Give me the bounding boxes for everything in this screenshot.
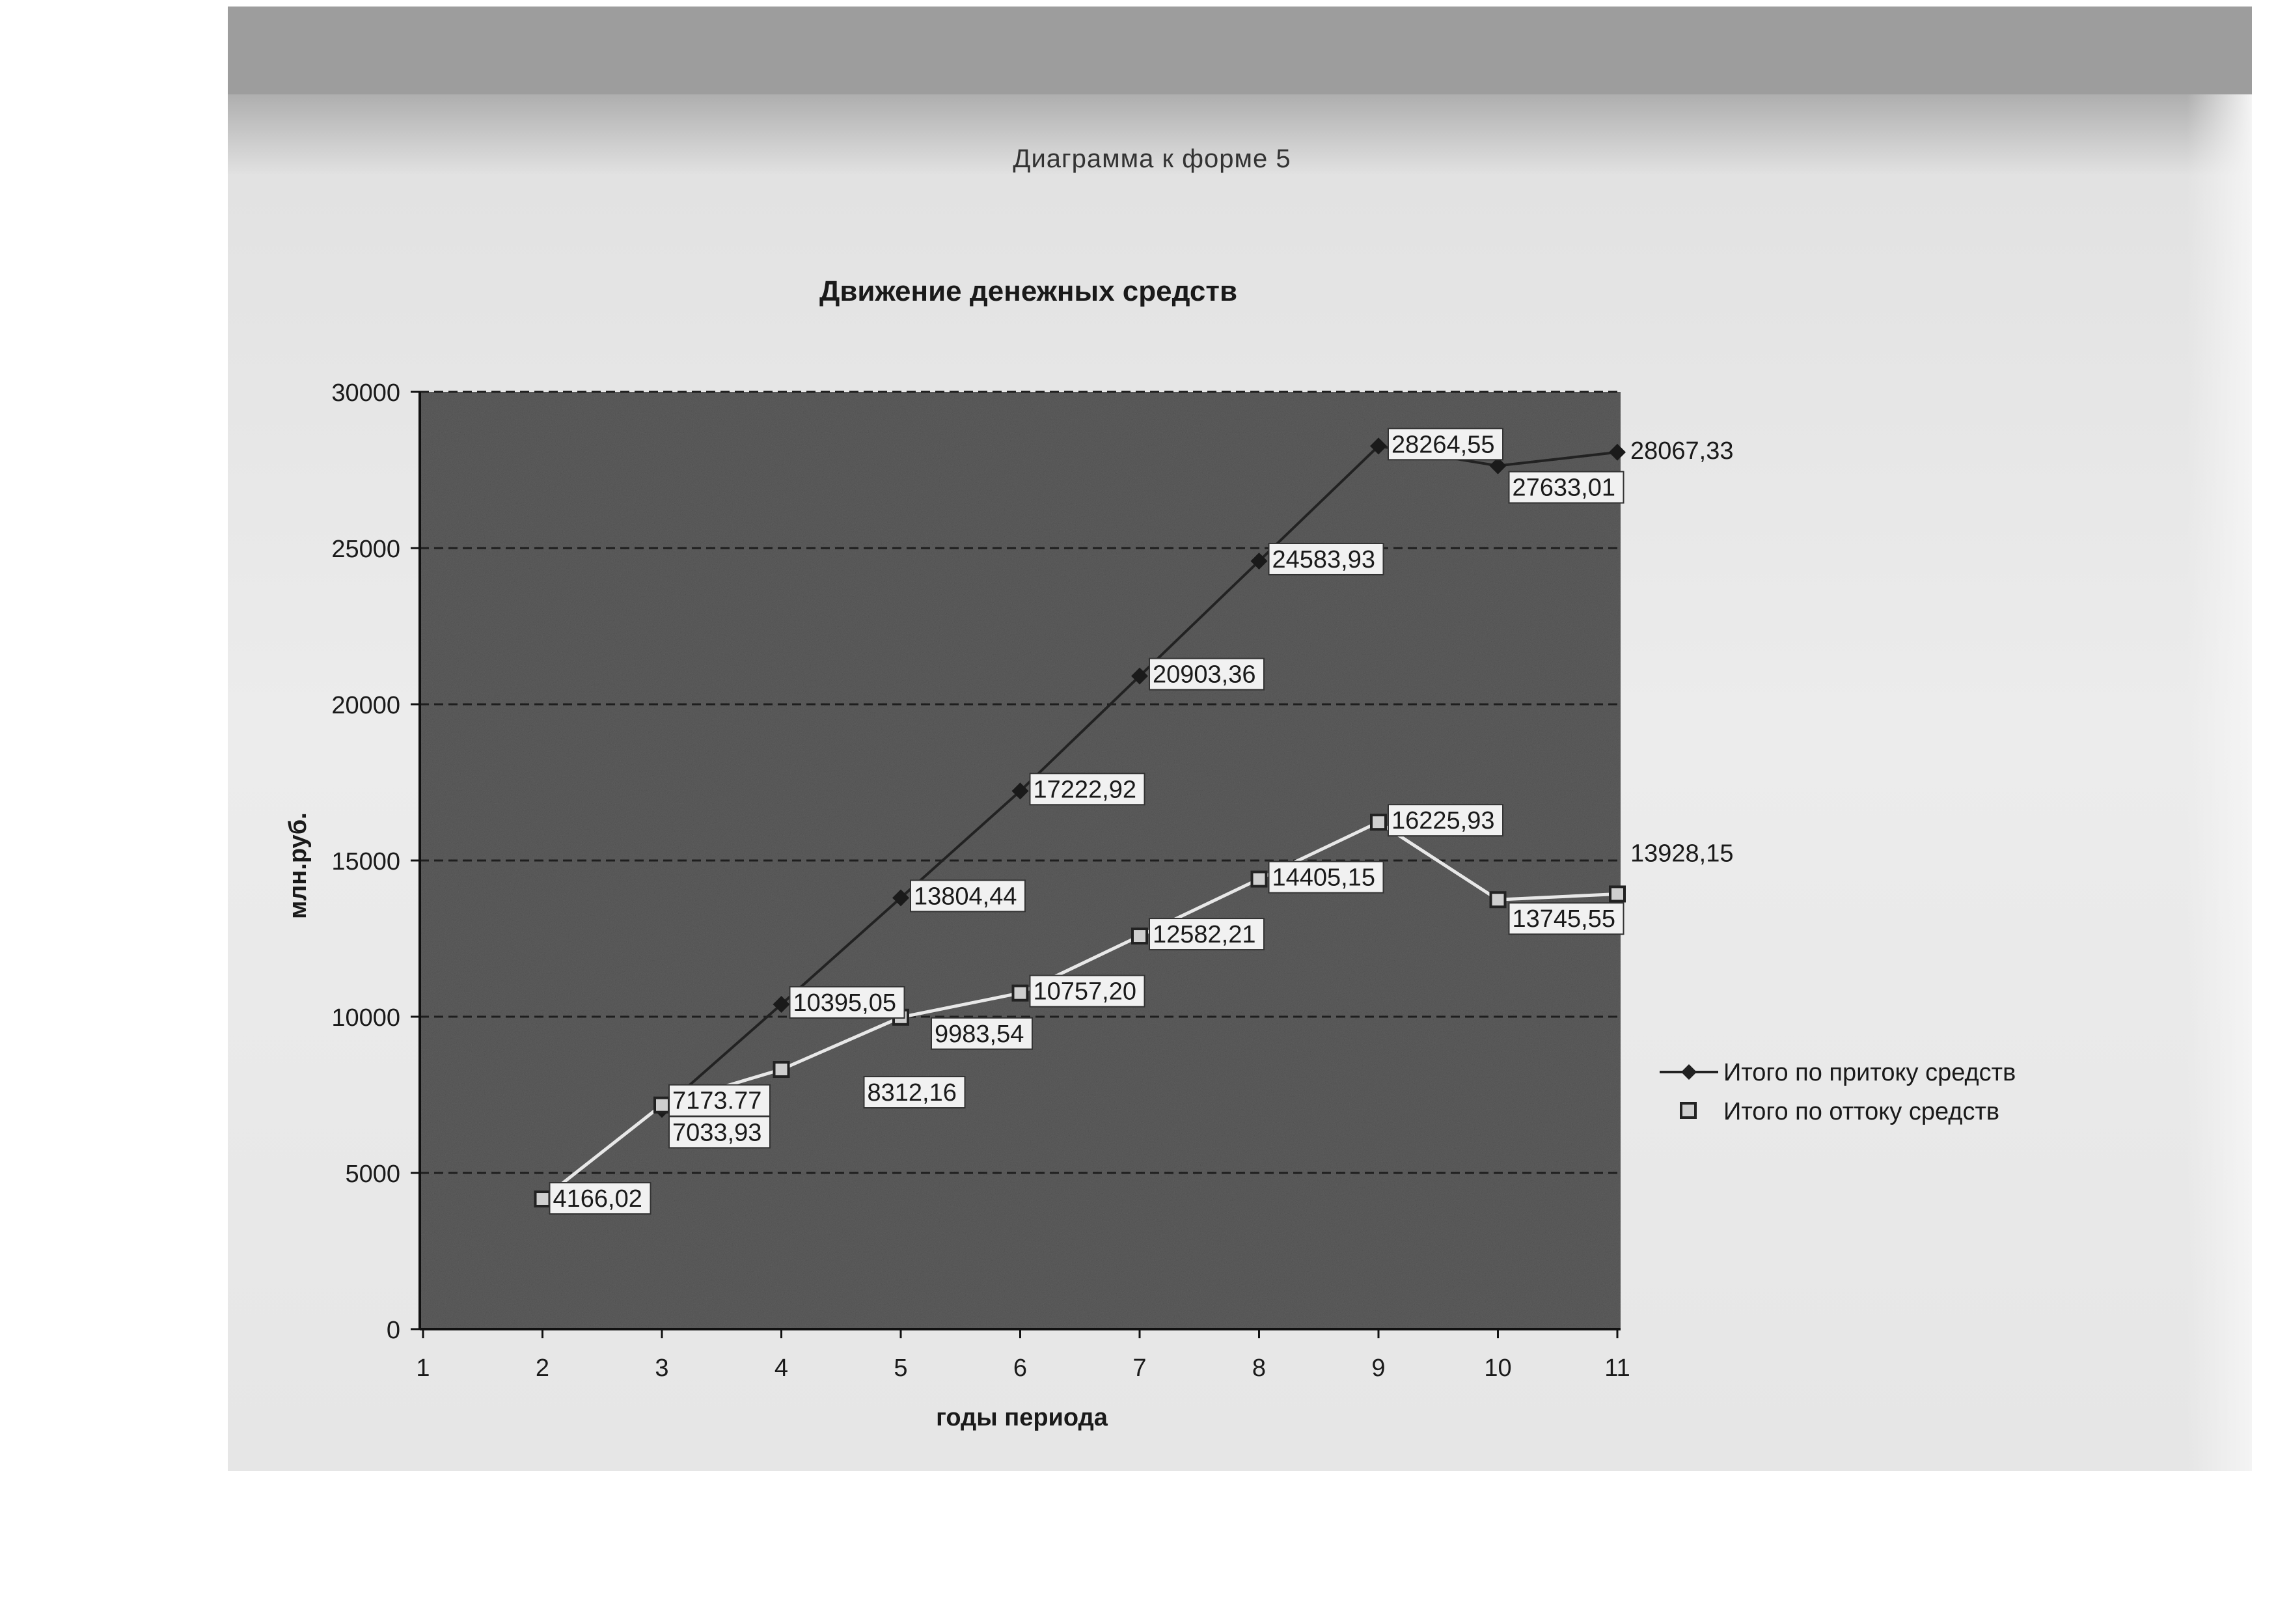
data-label-text: 12582,21 bbox=[1153, 921, 1256, 949]
x-tick-label: 2 bbox=[535, 1355, 550, 1382]
x-tick-label: 4 bbox=[774, 1355, 789, 1382]
data-label bbox=[1630, 437, 1734, 465]
data-label bbox=[1269, 862, 1384, 893]
x-tick-label: 1 bbox=[416, 1355, 430, 1382]
outflow-point bbox=[1491, 892, 1505, 907]
outflow-point bbox=[1610, 887, 1624, 901]
y-tick-label: 15000 bbox=[331, 848, 400, 875]
data-label bbox=[1509, 903, 1624, 934]
outflow-point bbox=[536, 1192, 550, 1206]
legend-item-inflow bbox=[1660, 1059, 2016, 1086]
data-label-text: 7033,93 bbox=[672, 1119, 762, 1147]
x-tick-label: 9 bbox=[1371, 1355, 1386, 1382]
y-tick-label: 30000 bbox=[331, 379, 400, 407]
data-label-text: 14405,15 bbox=[1272, 864, 1375, 892]
data-label bbox=[1269, 544, 1384, 575]
data-label-text: 10757,20 bbox=[1033, 978, 1136, 1006]
data-label-text: 10395,05 bbox=[793, 989, 896, 1017]
data-label-text: 13804,44 bbox=[914, 883, 1017, 911]
data-label bbox=[1630, 840, 1734, 867]
data-label-text: 8312,16 bbox=[867, 1079, 957, 1107]
form-caption: Диаграмма к форме 5 bbox=[1013, 145, 1291, 173]
y-tick-label: 5000 bbox=[345, 1161, 400, 1188]
x-tick-label: 10 bbox=[1484, 1355, 1512, 1382]
legend-label-inflow: Итого по притоку средств bbox=[1723, 1059, 2016, 1086]
y-tick-label: 25000 bbox=[331, 536, 400, 563]
data-label-text: 28067,33 bbox=[1630, 437, 1734, 465]
outflow-point bbox=[1371, 815, 1386, 829]
data-label-text: 4166,02 bbox=[553, 1185, 642, 1213]
y-axis-title: млн.руб. bbox=[284, 812, 312, 919]
outflow-point bbox=[774, 1062, 789, 1077]
data-label-text: 13928,15 bbox=[1630, 840, 1734, 868]
data-label bbox=[1149, 659, 1264, 690]
outflow-point bbox=[1132, 929, 1147, 943]
x-tick-label: 5 bbox=[894, 1355, 908, 1382]
y-tick-label: 0 bbox=[386, 1317, 400, 1344]
data-label bbox=[1030, 976, 1145, 1007]
x-tick-label: 8 bbox=[1252, 1355, 1267, 1382]
chart-title: Движение денежных средств bbox=[819, 275, 1237, 307]
y-tick-labels bbox=[331, 379, 400, 1344]
x-tick-label: 3 bbox=[655, 1355, 669, 1382]
outflow-point bbox=[655, 1098, 669, 1112]
data-label-text: 7173.77 bbox=[672, 1087, 762, 1115]
data-label-text: 17222,92 bbox=[1033, 776, 1136, 804]
legend-item-outflow bbox=[1681, 1098, 1999, 1125]
x-tick-labels bbox=[416, 1355, 1630, 1382]
y-tick-label: 10000 bbox=[331, 1004, 400, 1032]
data-label bbox=[911, 880, 1025, 911]
data-label bbox=[669, 1116, 770, 1148]
data-label-text: 9983,54 bbox=[935, 1020, 1024, 1048]
data-label bbox=[1030, 773, 1145, 805]
data-label bbox=[669, 1085, 770, 1116]
legend bbox=[1660, 1059, 2016, 1125]
x-tick-label: 11 bbox=[1604, 1355, 1630, 1382]
legend-label-outflow: Итого по оттоку средств bbox=[1723, 1098, 2000, 1125]
legend-marker-square bbox=[1681, 1103, 1695, 1118]
outflow-point bbox=[1252, 872, 1267, 887]
data-label bbox=[864, 1077, 965, 1108]
data-label-text: 28264,55 bbox=[1391, 431, 1495, 459]
data-label bbox=[790, 987, 905, 1018]
data-label-text: 13745,55 bbox=[1512, 905, 1615, 933]
data-label-text: 16225,93 bbox=[1391, 807, 1495, 835]
data-label bbox=[550, 1183, 651, 1214]
x-axis-title: годы периода bbox=[936, 1404, 1108, 1431]
legend-marker-diamond bbox=[1681, 1064, 1697, 1080]
outflow-point bbox=[1013, 986, 1028, 1000]
data-label bbox=[1149, 918, 1264, 950]
data-label-text: 27633,01 bbox=[1512, 474, 1615, 502]
data-label-text: 20903,36 bbox=[1153, 661, 1256, 689]
data-label bbox=[931, 1018, 1032, 1049]
x-tick-label: 6 bbox=[1013, 1355, 1028, 1382]
y-tick-label: 20000 bbox=[331, 692, 400, 719]
data-label bbox=[1388, 428, 1503, 460]
data-label bbox=[1509, 472, 1624, 503]
data-label-text: 24583,93 bbox=[1272, 545, 1375, 573]
data-label bbox=[1388, 805, 1503, 836]
x-tick-label: 7 bbox=[1132, 1355, 1147, 1382]
